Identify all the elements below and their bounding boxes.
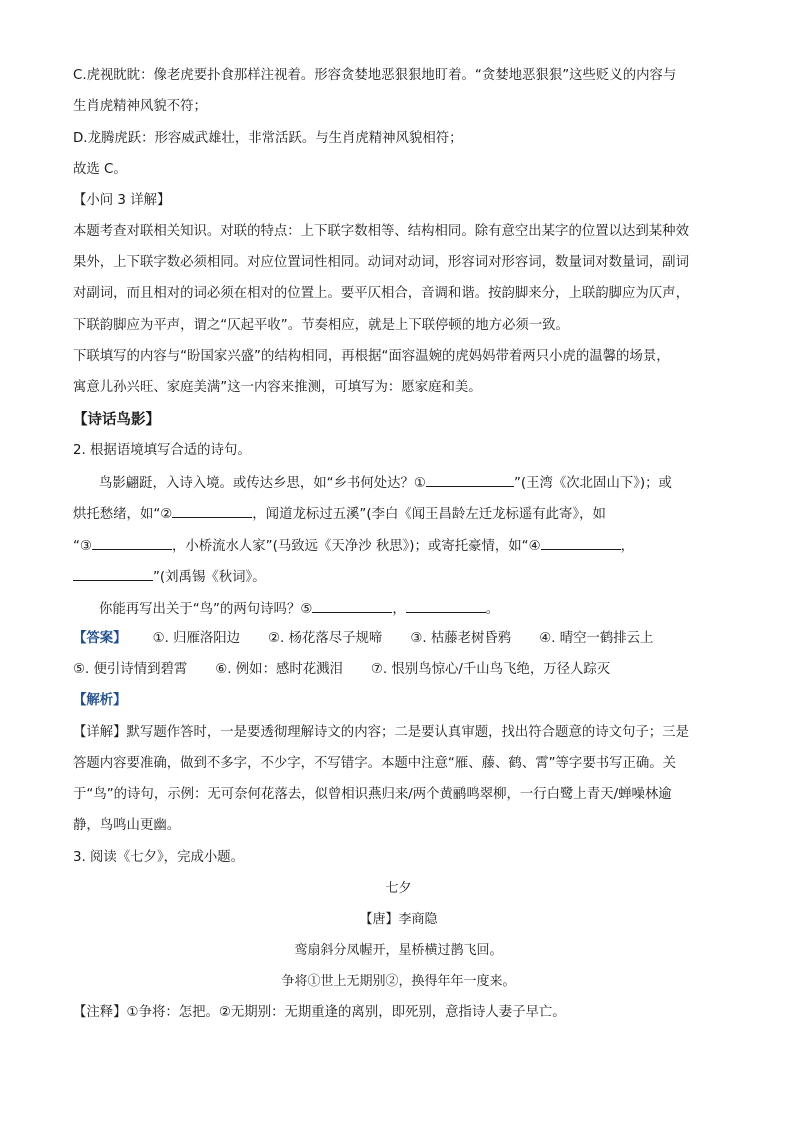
analysis-line: 答题内容要准确，做到不多字，不少字，不写错字。本题中注意“雁、藤、鹤、霄”等字要书写正确。关 <box>73 756 677 771</box>
option-c-line-2: 生肖虎精神风貌不符； <box>73 99 207 114</box>
passage-text: 你能再写出关于“鸟”的两句诗吗？⑤ <box>99 602 313 617</box>
answer-item: ⑥. 例如：感时花溅泪 <box>215 662 343 677</box>
answer-item: ④. 晴空一鹤排云上 <box>539 631 654 646</box>
q3-paragraph-2-line: 下联填写的内容与“盼国家兴盛”的结构相同，再根据“面容温婉的虎妈妈带着两只小虎的温馨的场景， <box>73 349 670 364</box>
poetry-passage-line-3 <box>73 535 724 557</box>
answer-blank-5b[interactable] <box>406 598 486 613</box>
q3-paragraph-1-line: 对副词，而且相对的词必须在相对的位置上。要平仄相合，音调和谐。按韵脚来分，上联韵脚应为仄声， <box>73 286 689 301</box>
q3-paragraph-1-line: 果外，上下联字数必须相同。对应位置词性相同。动词对动词，形容词对形容词，数量词对数量词，副词 <box>73 255 689 270</box>
answer-item: ③. 枯藤老树昏鸦 <box>410 631 512 646</box>
answer-blank-2[interactable] <box>172 503 252 518</box>
passage-text: ，闻道龙标过五溪”(李白《闻王昌龄左迁龙标遥有此寄》，如 <box>252 507 606 522</box>
answer-label: 【答案】 <box>73 631 127 646</box>
answer-blank-5a[interactable] <box>312 598 392 613</box>
answer-item: ②. 杨花落尽子规啼 <box>268 631 383 646</box>
analysis-line: 于“鸟”的诗句，示例：无可奈何花落去，似曾相识燕归来/两个黄鹂鸣翠柳，一行白鹭上青天/蝉噪林逾 <box>73 787 672 802</box>
choose-answer: 故选 C。 <box>73 162 127 177</box>
answer-blank-1[interactable] <box>426 472 514 487</box>
answer-row-1 <box>73 629 724 649</box>
poem-line-2: 争将①世上无期别②，换得年年一度来。 <box>281 974 516 989</box>
q3-detail-heading: 【小问 3 详解】 <box>73 193 171 208</box>
poetry-passage-line-1 <box>73 472 724 494</box>
poetry-passage-line-4 <box>73 566 724 588</box>
q3-paragraph-1-line: 下联韵脚应为平声，谓之“仄起平收”。节奏相应，就是上下联停顿的地方必须一致。 <box>73 318 569 333</box>
poetry-passage-line-5 <box>73 598 724 620</box>
passage-text: 鸟影翩跹，入诗入境。或传达乡思，如“乡书何处达？① <box>99 476 426 491</box>
analysis-line: 静，鸟鸣山更幽。 <box>73 818 181 833</box>
passage-text: ， <box>392 602 406 617</box>
poem-line-1: 鸾扇斜分凤幄开，星桥横过鹊飞回。 <box>294 943 503 958</box>
passage-text: “③ <box>73 539 92 554</box>
passage-text: ”(王湾《次北固山下》)；或 <box>513 476 672 491</box>
answer-blank-4b[interactable] <box>73 566 153 581</box>
answer-item: ⑦. 恨别鸟惊心/千山鸟飞绝，万径人踪灭 <box>370 662 611 677</box>
poem-notes: 【注释】①争将：怎把。②无期别：无期重逢的离别，即死别，意指诗人妻子早亡。 <box>73 1005 566 1020</box>
answer-item: ⑤. 便引诗情到碧霄 <box>73 662 188 677</box>
option-d: D.龙腾虎跃：形容威武雄壮，非常活跃。与生肖虎精神风貌相符； <box>73 131 463 146</box>
passage-text: 。 <box>485 602 500 617</box>
answer-item: ①. 归雁洛阳边 <box>152 631 241 646</box>
passage-text: ”(刘禹锡《秋词》。 <box>153 570 266 585</box>
q3-paragraph-1-line: 本题考查对联相关知识。对联的特点：上下联字数相等、结构相同。除有意空出某字的位置以达到某种效 <box>73 224 689 239</box>
analysis-line: 【详解】默写题作答时，一是要透彻理解诗文的内容；二是要认真审题，找出符合题意的诗文句子；三是 <box>73 725 689 740</box>
answer-row-2 <box>73 660 724 680</box>
poem-author: 【唐】李商隐 <box>359 912 438 927</box>
passage-text: ， <box>620 539 634 554</box>
passage-text: 烘托愁绪，如“② <box>73 507 173 522</box>
passage-text: ，小桥流水人家”(马致远《天净沙 秋思》)；或寄托豪情，如“④ <box>171 539 541 554</box>
section-title: 【诗话鸟影】 <box>73 412 160 428</box>
question-3-prompt: 3. 阅读《七夕》，完成小题。 <box>73 850 245 865</box>
question-2-prompt: 2. 根据语境填写合适的诗句。 <box>73 443 251 458</box>
poem-title: 七夕 <box>385 881 412 896</box>
poetry-passage-line-2 <box>73 503 724 525</box>
answer-blank-4a[interactable] <box>541 535 621 550</box>
analysis-label: 【解析】 <box>73 693 127 708</box>
option-c-line-1: C.虎视眈眈：像老虎要扑食那样注视着。形容贪婪地恶狠狠地盯着。“贪婪地恶狠狠”这些贬义的内容与 <box>73 68 677 83</box>
answer-blank-3[interactable] <box>92 535 172 550</box>
q3-paragraph-2-line: 寓意儿孙兴旺、家庭美满”这一内容来推测，可填写为：愿家庭和美。 <box>73 380 482 395</box>
